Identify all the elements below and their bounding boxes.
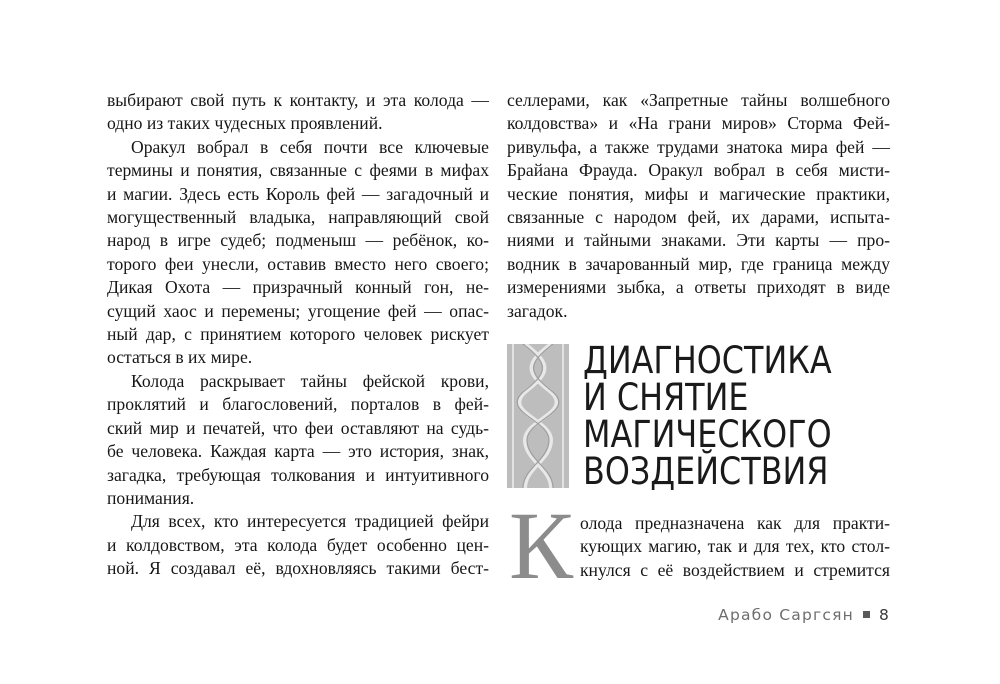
page-footer bbox=[718, 606, 890, 624]
text-line: термины и понятия, связанные с феями в мифах bbox=[107, 160, 489, 181]
heading-line: МАГИЧЕСКОГО bbox=[583, 413, 832, 456]
section-heading-block bbox=[507, 339, 890, 493]
text-line: кующих магию, так и для тех, кто стол- bbox=[580, 536, 890, 557]
drop-cap: К bbox=[509, 492, 574, 599]
text-line: ческие понятия, мифы и магические практики, bbox=[507, 183, 890, 204]
text-line: проклятий и благословений, порталов в фей- bbox=[107, 394, 489, 415]
text-line: одно из таких чудесных проявлений. bbox=[107, 113, 383, 134]
text-line: загадок. bbox=[507, 300, 568, 321]
text-line: ривульфа, а также трудами знатока мира фей — bbox=[507, 136, 890, 157]
text-line: ной. Я создавал её, вдохновляясь такими бест- bbox=[107, 558, 489, 579]
text-line: Колода раскрывает тайны фейской крови, bbox=[131, 370, 489, 391]
text-line: кнулся с её воздействием и стремится bbox=[580, 559, 890, 580]
text-line: и магии. Здесь есть Король фей — загадочный и bbox=[107, 183, 489, 204]
separator-square-icon bbox=[863, 611, 870, 618]
text-line: и колдовством, эта колода будет особенно цен- bbox=[107, 534, 489, 555]
text-line: выбирают свой путь к контакту, и эта колода — bbox=[107, 90, 489, 110]
heading-line: И СНЯТИЕ bbox=[583, 376, 749, 419]
heading-line: ДИАГНОСТИКА bbox=[583, 339, 832, 382]
text-line: ный дар, с принятием которого человек рискует bbox=[107, 324, 489, 345]
text-line: понимания. bbox=[107, 487, 195, 508]
text-line: колдовства» и «На грани миров» Сторма Фей- bbox=[507, 113, 890, 134]
text-line: селлерами, как «Запретные тайны волшебного bbox=[507, 90, 890, 110]
text-line: торого феи унесли, оставив вместо него своего; bbox=[107, 253, 489, 274]
left-text-column bbox=[107, 89, 489, 581]
text-line: измерениями зыбка, а ответы приходят в виде bbox=[507, 277, 890, 298]
footer-author: Арабо Саргсян bbox=[718, 606, 854, 624]
text-line: народ в игре судеб; подменыш — ребёнок, ко- bbox=[107, 230, 489, 251]
text-line: связанные с народом фей, их дарами, испыта- bbox=[507, 207, 890, 228]
right-text-column bbox=[507, 89, 890, 323]
text-line: олода предназначена как для практи- bbox=[580, 513, 890, 533]
text-line: ский мир и печатей, что феи оставляют на судь- bbox=[107, 417, 489, 438]
page-number: 8 bbox=[878, 606, 890, 624]
section-body bbox=[580, 512, 890, 582]
text-line: бе человека. Каждая карта — это история, знак, bbox=[107, 441, 489, 462]
text-line: остаться в их мире. bbox=[107, 347, 253, 368]
heading-line: ВОЗДЕЙСТВИЯ bbox=[583, 450, 829, 493]
text-line: водник в зачарованный мир, где граница между bbox=[507, 253, 890, 274]
knotwork-ornament-icon bbox=[507, 344, 569, 488]
text-line: могущественный владыка, направляющий свой bbox=[107, 207, 489, 228]
text-line: загадка, требующая толкования и интуитивного bbox=[107, 464, 489, 485]
text-line: Брайана Фрауда. Оракул вобрал в себя мисти- bbox=[507, 160, 890, 181]
text-line: сущий хаос и перемены; угощение фей — опас- bbox=[107, 300, 489, 321]
section-heading bbox=[583, 339, 895, 493]
text-line: Дикая Охота — призрачный конный гон, не- bbox=[107, 277, 489, 298]
text-line: Для всех, кто интересуется традицией фейри bbox=[131, 511, 489, 532]
text-line: Оракул вобрал в себя почти все ключевые bbox=[131, 136, 489, 157]
text-line: ниями и тайными знаками. Эти карты — про- bbox=[507, 230, 890, 251]
